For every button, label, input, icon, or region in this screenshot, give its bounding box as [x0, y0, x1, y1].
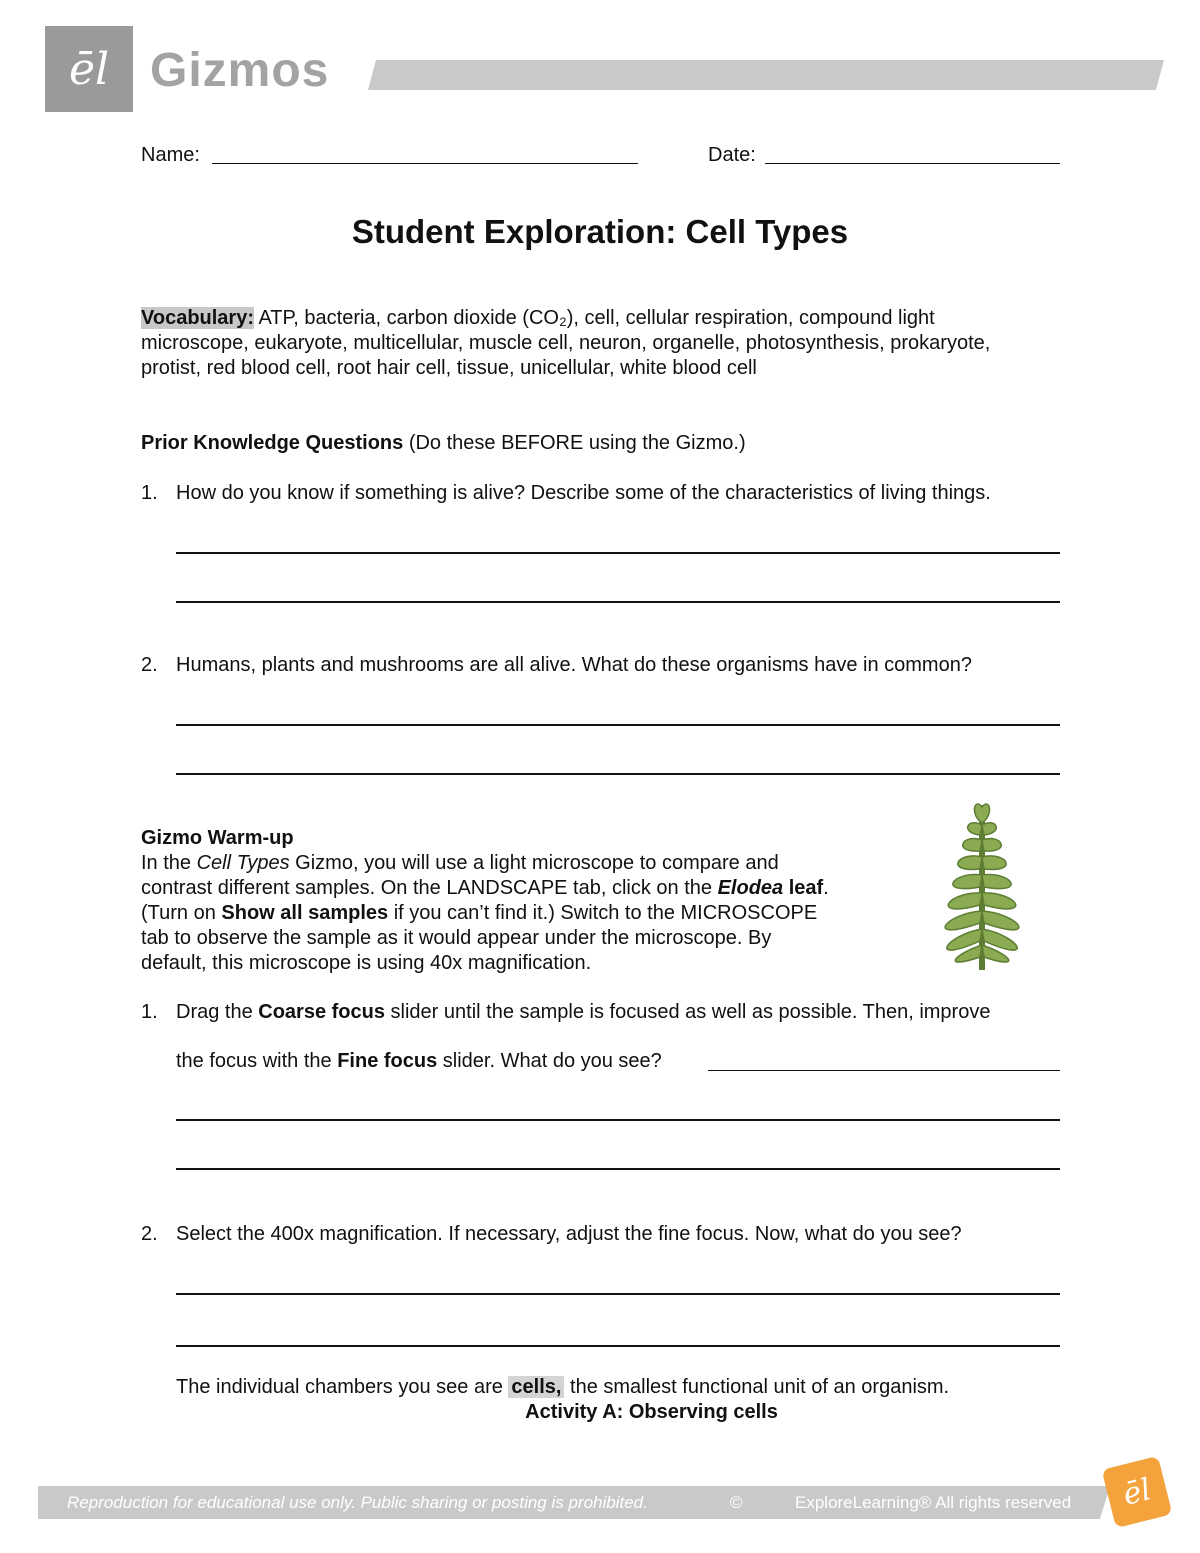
text: The individual chambers you see are: [176, 1376, 509, 1398]
warmup-q1-line-1: [176, 1000, 990, 1025]
explorelearning-badge: [1102, 1456, 1173, 1528]
prior-q2-text: Humans, plants and mushrooms are all alive. What do these organisms have in common?: [176, 654, 972, 676]
text: Drag the: [176, 1001, 259, 1023]
vocabulary-line-3: protist, red blood cell, root hair cell, tissue, unicellular, white blood cell: [141, 357, 757, 379]
warmup-q1-line-2: [176, 1049, 662, 1074]
warmup-q2-number: 2.: [141, 1223, 158, 1245]
prior-q1-number: 1.: [141, 482, 158, 504]
prior-q2-number: 2.: [141, 654, 158, 676]
vocabulary-line-2: microscope, eukaryote, multicellular, muscle cell, neuron, organelle, photosynthesis, prokaryote,: [141, 332, 991, 354]
answer-line[interactable]: [176, 601, 1060, 603]
footer-company: ExploreLearning® All rights reserved: [795, 1493, 1072, 1512]
fine-focus-term: Fine focus: [337, 1050, 438, 1072]
footer-notice: Reproduction for educational use only. Public sharing or posting is prohibited.: [67, 1493, 648, 1512]
answer-line[interactable]: [176, 552, 1060, 554]
warmup-q1-number: 1.: [141, 1001, 158, 1023]
date-field[interactable]: [765, 163, 1060, 164]
text: Gizmo, you will use a light microscope to compare and: [289, 852, 779, 874]
brand-name: Gizmos: [150, 44, 330, 97]
text: In the: [141, 852, 197, 874]
answer-line[interactable]: [176, 724, 1060, 726]
warmup-line-2: [141, 876, 901, 901]
elodea-term: Elodea: [717, 877, 784, 899]
logo-mark: ēl: [68, 43, 110, 95]
prior-knowledge-heading: Prior Knowledge Questions: [141, 432, 404, 454]
answer-line[interactable]: [176, 773, 1060, 775]
text: the smallest functional unit of an organism.: [564, 1376, 950, 1398]
answer-line[interactable]: [176, 1168, 1060, 1170]
warmup-line-3: [141, 901, 901, 926]
cells-definition: [176, 1375, 949, 1400]
leaf-term: leaf: [783, 877, 824, 899]
prior-knowledge-heading-row: [141, 431, 1066, 456]
answer-line[interactable]: [176, 1119, 1060, 1121]
elodea-plant-image: [912, 795, 1052, 970]
warmup-heading: Gizmo Warm-up: [141, 827, 294, 849]
cells-term: cells,: [508, 1376, 564, 1398]
name-field[interactable]: [212, 163, 638, 164]
text: contrast different samples. On the LANDSCAPE tab, click on the: [141, 877, 718, 899]
date-label: Date:: [708, 144, 756, 166]
vocabulary-label: Vocabulary:: [141, 307, 254, 329]
warmup-line-1: [141, 851, 901, 876]
text: the focus with the: [176, 1050, 338, 1072]
prior-knowledge-note: (Do these BEFORE using the Gizmo.): [408, 432, 746, 454]
warmup-line-4: tab to observe the sample as it would appear under the microscope. By: [141, 927, 772, 949]
vocabulary-text: ATP, bacteria, carbon dioxide (CO₂), cell, cellular respiration, compound light: [258, 307, 935, 329]
text: (Turn on: [141, 902, 222, 924]
name-label: Name:: [141, 144, 200, 166]
vocabulary-block: [141, 306, 1066, 381]
show-all-samples-term: Show all samples: [221, 902, 389, 924]
text: slider. What do you see?: [437, 1050, 662, 1072]
vocabulary-line-1: [141, 306, 1066, 331]
header-bar: [368, 60, 1164, 90]
answer-line[interactable]: [708, 1070, 1060, 1071]
answer-line[interactable]: [176, 1345, 1060, 1347]
explorelearning-logo: [45, 26, 133, 112]
coarse-focus-term: Coarse focus: [258, 1001, 385, 1023]
warmup-block: [141, 826, 901, 976]
text: if you can’t find it.) Switch to the MICROSCOPE: [388, 902, 818, 924]
copyright-symbol: ©: [730, 1493, 743, 1512]
page-title: Student Exploration: Cell Types: [351, 213, 849, 250]
activity-heading: Activity A: Observing cells: [525, 1401, 778, 1423]
warmup-line-5: default, this microscope is using 40x magnification.: [141, 952, 592, 974]
badge-mark: ēl: [1119, 1471, 1155, 1513]
warmup-q2-text: Select the 400x magnification. If necessary, adjust the fine focus. Now, what do you see?: [176, 1223, 962, 1245]
text: .: [823, 877, 829, 899]
text: slider until the sample is focused as well as possible. Then, improve: [384, 1001, 991, 1023]
answer-line[interactable]: [176, 1293, 1060, 1295]
gizmo-name: Cell Types: [196, 852, 290, 874]
prior-q1-text: How do you know if something is alive? Describe some of the characteristics of living things.: [176, 482, 991, 504]
